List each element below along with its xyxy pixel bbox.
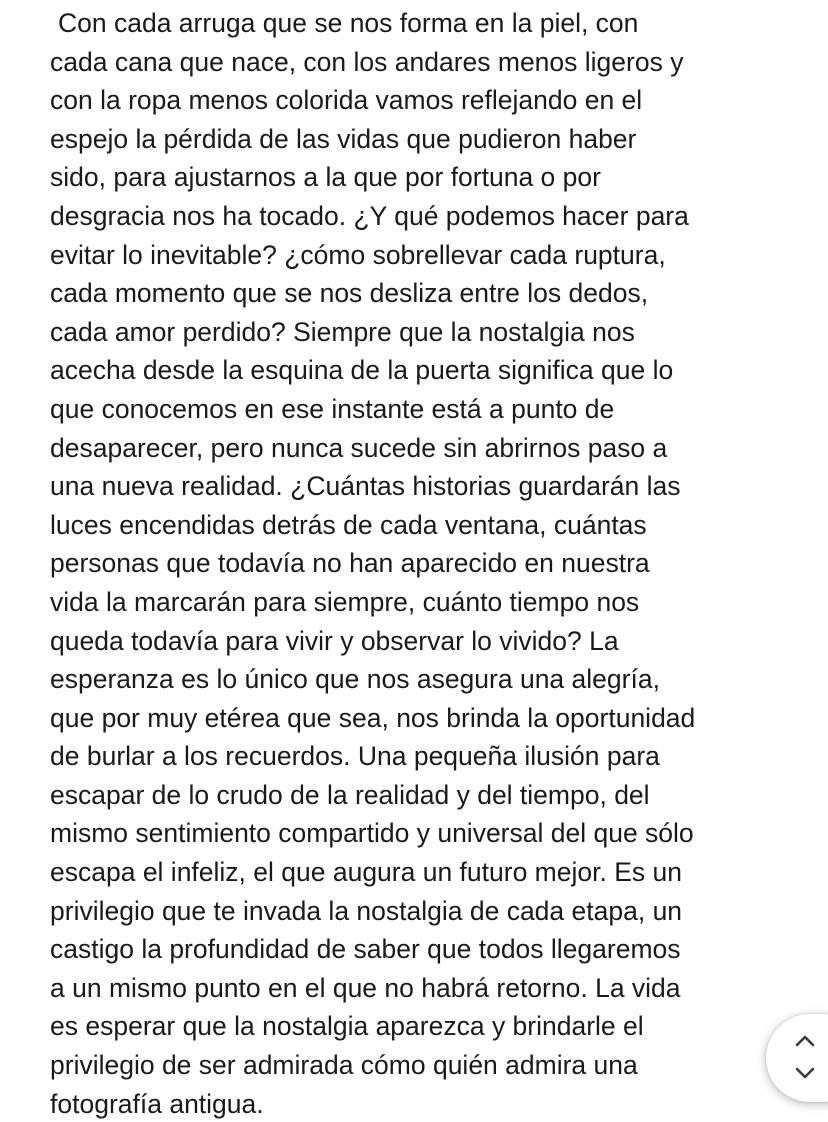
text-line: acecha desde la esquina de la puerta significa que lo — [50, 355, 674, 386]
text-line: que por muy etérea que sea, nos brinda la oportunidad — [50, 702, 696, 733]
text-line: queda todavía para vivir y observar lo vivido? La — [50, 625, 619, 656]
text-line: luces encendidas detrás de cada ventana, cuántas — [50, 509, 647, 540]
text-line: a un mismo punto en el que no habrá retorno. La vida — [50, 972, 681, 1003]
text-line: cada cana que nace, con los andares menos ligeros y — [50, 46, 684, 77]
text-line: con la ropa menos colorida vamos reflejando en el — [50, 85, 643, 116]
text-line: privilegio de ser admirada cómo quién admira una — [50, 1050, 638, 1081]
text-line: Con cada arruga que se nos forma en la piel, con — [58, 8, 639, 38]
text-line: castigo la profundidad de saber que todos llegaremos — [50, 934, 681, 965]
chevron-up-icon[interactable] — [792, 1028, 818, 1054]
text-line: mismo sentimiento compartido y universal del que sólo — [50, 818, 694, 849]
text-line: sido, para ajustarnos a la que por fortuna o por — [50, 162, 601, 193]
text-line: escapa el infeliz, el que augura un futuro mejor. Es un — [50, 857, 682, 888]
article-text — [50, 4, 790, 1122]
text-line: que conocemos en ese instante está a punto de — [50, 393, 615, 424]
text-line: es esperar que la nostalgia aparezca y brindarle el — [50, 1011, 644, 1042]
text-line: vida la marcarán para siempre, cuánto tiempo nos — [50, 586, 640, 617]
chevron-down-icon[interactable] — [792, 1060, 818, 1086]
text-line: cada amor perdido? Siempre que la nostalgia nos — [50, 316, 635, 347]
text-line: una nueva realidad. ¿Cuántas historias guardarán las — [50, 471, 681, 502]
text-line: privilegio que te invada la nostalgia de cada etapa, un — [50, 895, 683, 926]
text-line: escapar de lo crudo de la realidad y del tiempo, del — [50, 779, 650, 810]
text-line: personas que todavía no han aparecido en nuestra — [50, 548, 650, 579]
text-line: de burlar a los recuerdos. Una pequeña ilusión para — [50, 741, 660, 772]
text-line: esperanza es lo único que nos asegura una alegría, — [50, 664, 660, 695]
text-line: desaparecer, pero nunca sucede sin abrirnos paso a — [50, 432, 668, 463]
text-line: desgracia nos ha tocado. ¿Y qué podemos hacer para — [50, 200, 689, 231]
text-line: espejo la pérdida de las vidas que pudieron haber — [50, 123, 637, 154]
text-line: evitar lo inevitable? ¿cómo sobrellevar cada ruptura, — [50, 239, 666, 270]
text-line: fotografía antigua. — [50, 1088, 264, 1119]
text-line: cada momento que se nos desliza entre los dedos, — [50, 278, 649, 309]
